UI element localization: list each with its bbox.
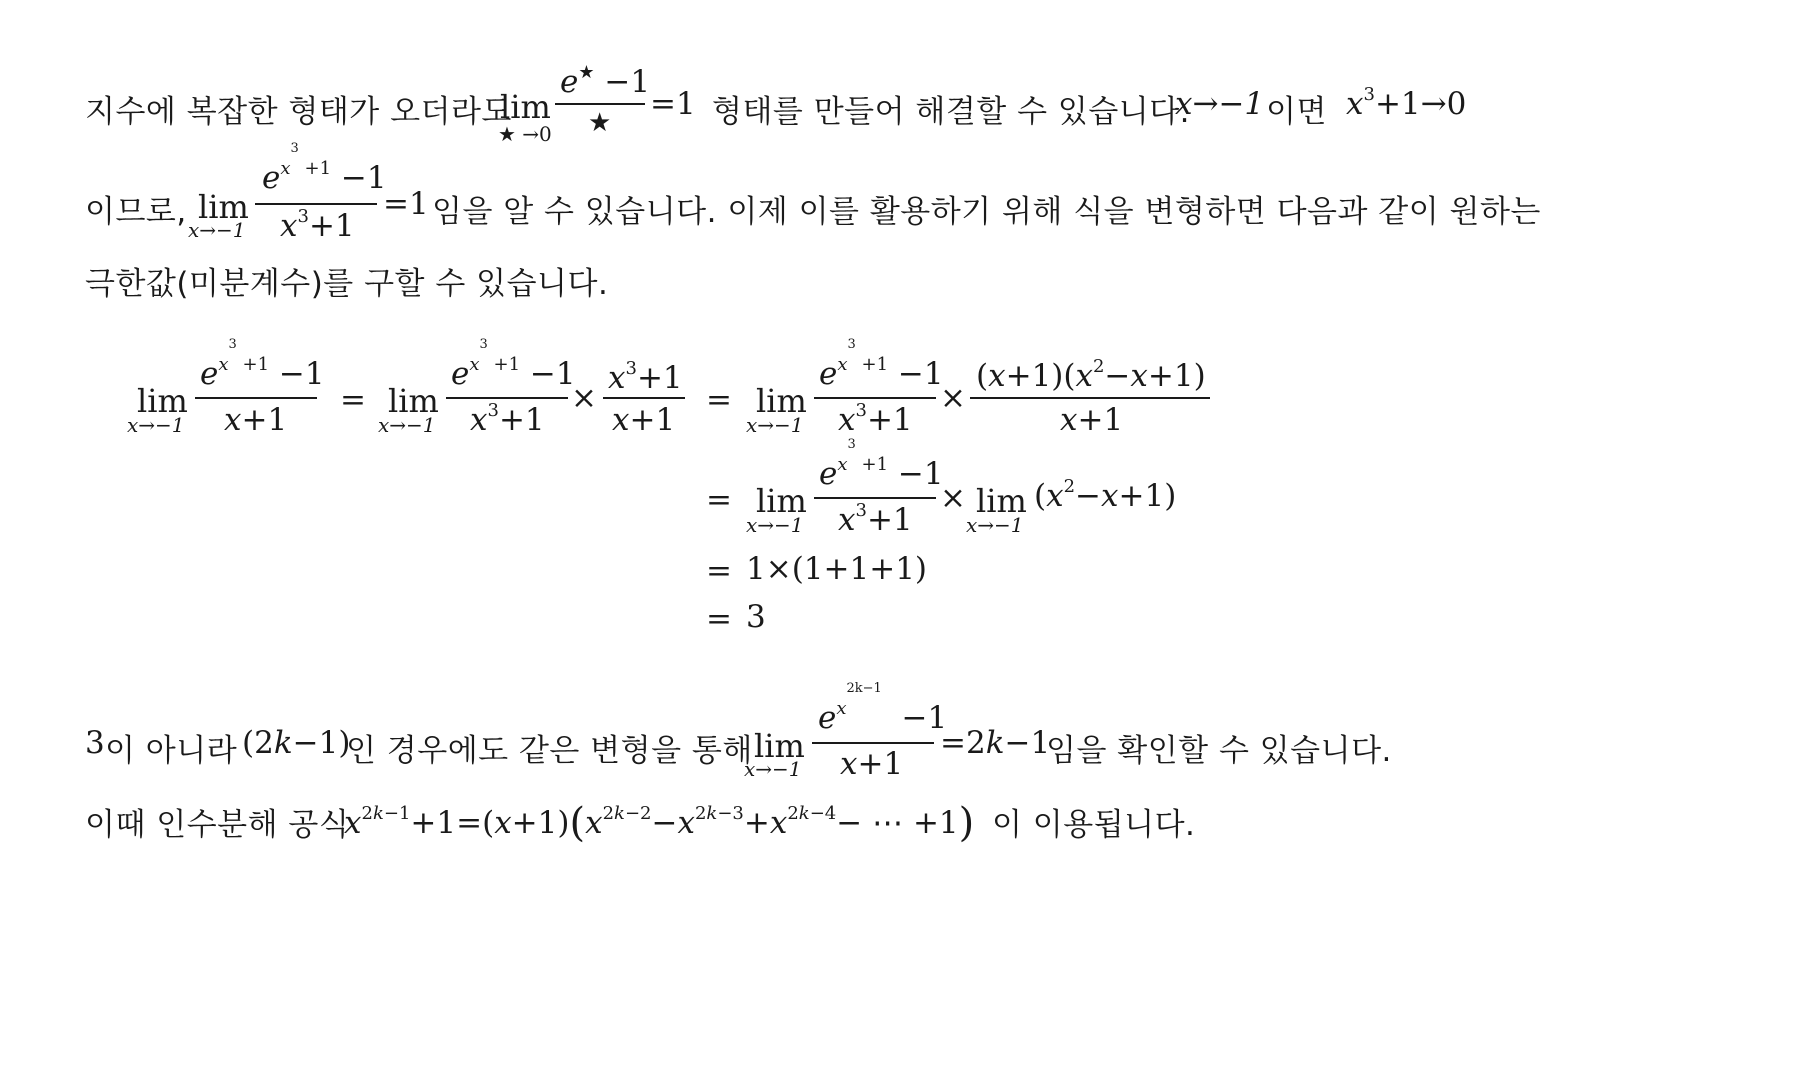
equals-sign: = <box>706 601 732 637</box>
fraction-numerator: $x^3+1$ <box>608 358 683 396</box>
lim-subscript: x→−1 <box>127 413 185 437</box>
lim-subscript: x→−1 <box>188 218 246 242</box>
fraction-numerator: $(x+1)(x^2-x+1)$ <box>976 356 1206 394</box>
text-p1-part6: 극한값(미분계수)를 구할 수 있습니다. <box>85 266 609 302</box>
fraction-bar <box>446 397 568 399</box>
equals-sign: = <box>706 553 732 589</box>
fraction-numerator: $e^{x^3 +1} -1$ <box>451 337 576 392</box>
lim-subscript: x→−1 <box>744 757 802 781</box>
lim-label: lim <box>756 482 807 520</box>
fraction-denominator: $x^3+1$ <box>280 206 355 244</box>
lim-subscript: x→−1 <box>746 413 804 437</box>
fraction-bar <box>814 497 936 499</box>
lim-label: lim <box>500 88 551 126</box>
result-value: 3 <box>746 599 766 635</box>
lim-label: lim <box>756 382 807 420</box>
fraction-numerator: $e^{x^{2k-1}} -1$ <box>818 681 948 736</box>
polynomial-term: $(x^2-x+1)$ <box>1034 476 1177 514</box>
equals-sign: = <box>706 482 732 518</box>
fraction-denominator: $x^3+1$ <box>838 400 913 438</box>
fraction-bar <box>970 397 1210 399</box>
equals-2k-minus-1: =2k−1 <box>940 725 1051 761</box>
equals-one: =1 <box>650 86 696 122</box>
text-p1-part2: 형태를 만들어 해결할 수 있습니다. <box>712 94 1191 130</box>
lim-label: lim <box>976 482 1027 520</box>
times-sign: × <box>940 480 966 516</box>
fraction-denominator: $x^3+1$ <box>470 400 545 438</box>
text-p2-part2: 인 경우에도 같은 변형을 통해 <box>346 733 753 769</box>
fraction-denominator: ★ <box>588 108 612 138</box>
step-value: 1×(1+1+1) <box>746 551 928 587</box>
lim-subscript: x→−1 <box>378 413 436 437</box>
fraction-numerator: $e^{x^3 +1} -1$ <box>262 141 387 196</box>
text-p1-part4: 이므로, <box>85 194 187 230</box>
lim-label: lim <box>198 188 249 226</box>
equals-sign: = <box>340 382 366 418</box>
lim-subscript: x→−1 <box>966 513 1024 537</box>
text-p2-part5: 이 이용됩니다. <box>992 807 1196 843</box>
lim-label: lim <box>137 382 188 420</box>
fraction-denominator: $x^3+1$ <box>838 500 913 538</box>
x3-plus1-to-zero: $x^3+1\to 0$ <box>1346 84 1467 122</box>
factorization-formula: $x^{2k-1}+1=(x+1)(x^{2k-2}-x^{2k-3}+x^{2k-4}-$ ⋯ +1) <box>344 800 975 846</box>
fraction-denominator: x+1 <box>612 402 676 438</box>
equals-sign: = <box>706 382 732 418</box>
fraction-numerator: $e^{x^3 +1} -1$ <box>819 337 944 392</box>
x-to-minus-one: x→−1 <box>1175 86 1265 122</box>
text-p1-part1: 지수에 복잡한 형태가 오더라도 <box>85 94 512 130</box>
text-p2-part3: 임을 확인할 수 있습니다. <box>1046 733 1392 769</box>
fraction-bar <box>603 397 685 399</box>
fraction-bar <box>814 397 936 399</box>
fraction-numerator: $e^{x^3 +1} -1$ <box>819 437 944 492</box>
fraction-bar <box>812 742 934 744</box>
lim-subscript: ★ →0 <box>498 122 552 146</box>
times-sign: × <box>940 380 966 416</box>
text-p2-part4: 이때 인수분해 공식 <box>85 807 350 843</box>
text-p1-part3: 이면 <box>1266 94 1327 130</box>
times-sign: × <box>571 380 597 416</box>
text-p1-part5: 임을 알 수 있습니다. 이제 이를 활용하기 위해 식을 변형하면 다음과 같이 원하는 <box>432 194 1541 230</box>
fraction-bar <box>555 103 645 105</box>
lim-label: lim <box>754 727 805 765</box>
fraction-denominator: x+1 <box>1060 402 1124 438</box>
fraction-bar <box>255 203 377 205</box>
fraction-bar <box>195 397 317 399</box>
equals-one: =1 <box>383 186 429 222</box>
lim-subscript: x→−1 <box>746 513 804 537</box>
fraction-denominator: x+1 <box>840 746 904 782</box>
fraction-numerator: $e^{x^3 +1} -1$ <box>200 337 325 392</box>
fraction-denominator: x+1 <box>224 402 288 438</box>
two-k-minus-one: (2k−1) <box>242 725 351 761</box>
lim-label: lim <box>388 382 439 420</box>
fraction-numerator: e★ −1 <box>560 62 651 100</box>
number-three: 3 <box>85 725 105 761</box>
text-p2-part1: 이 아니라 <box>105 733 238 769</box>
